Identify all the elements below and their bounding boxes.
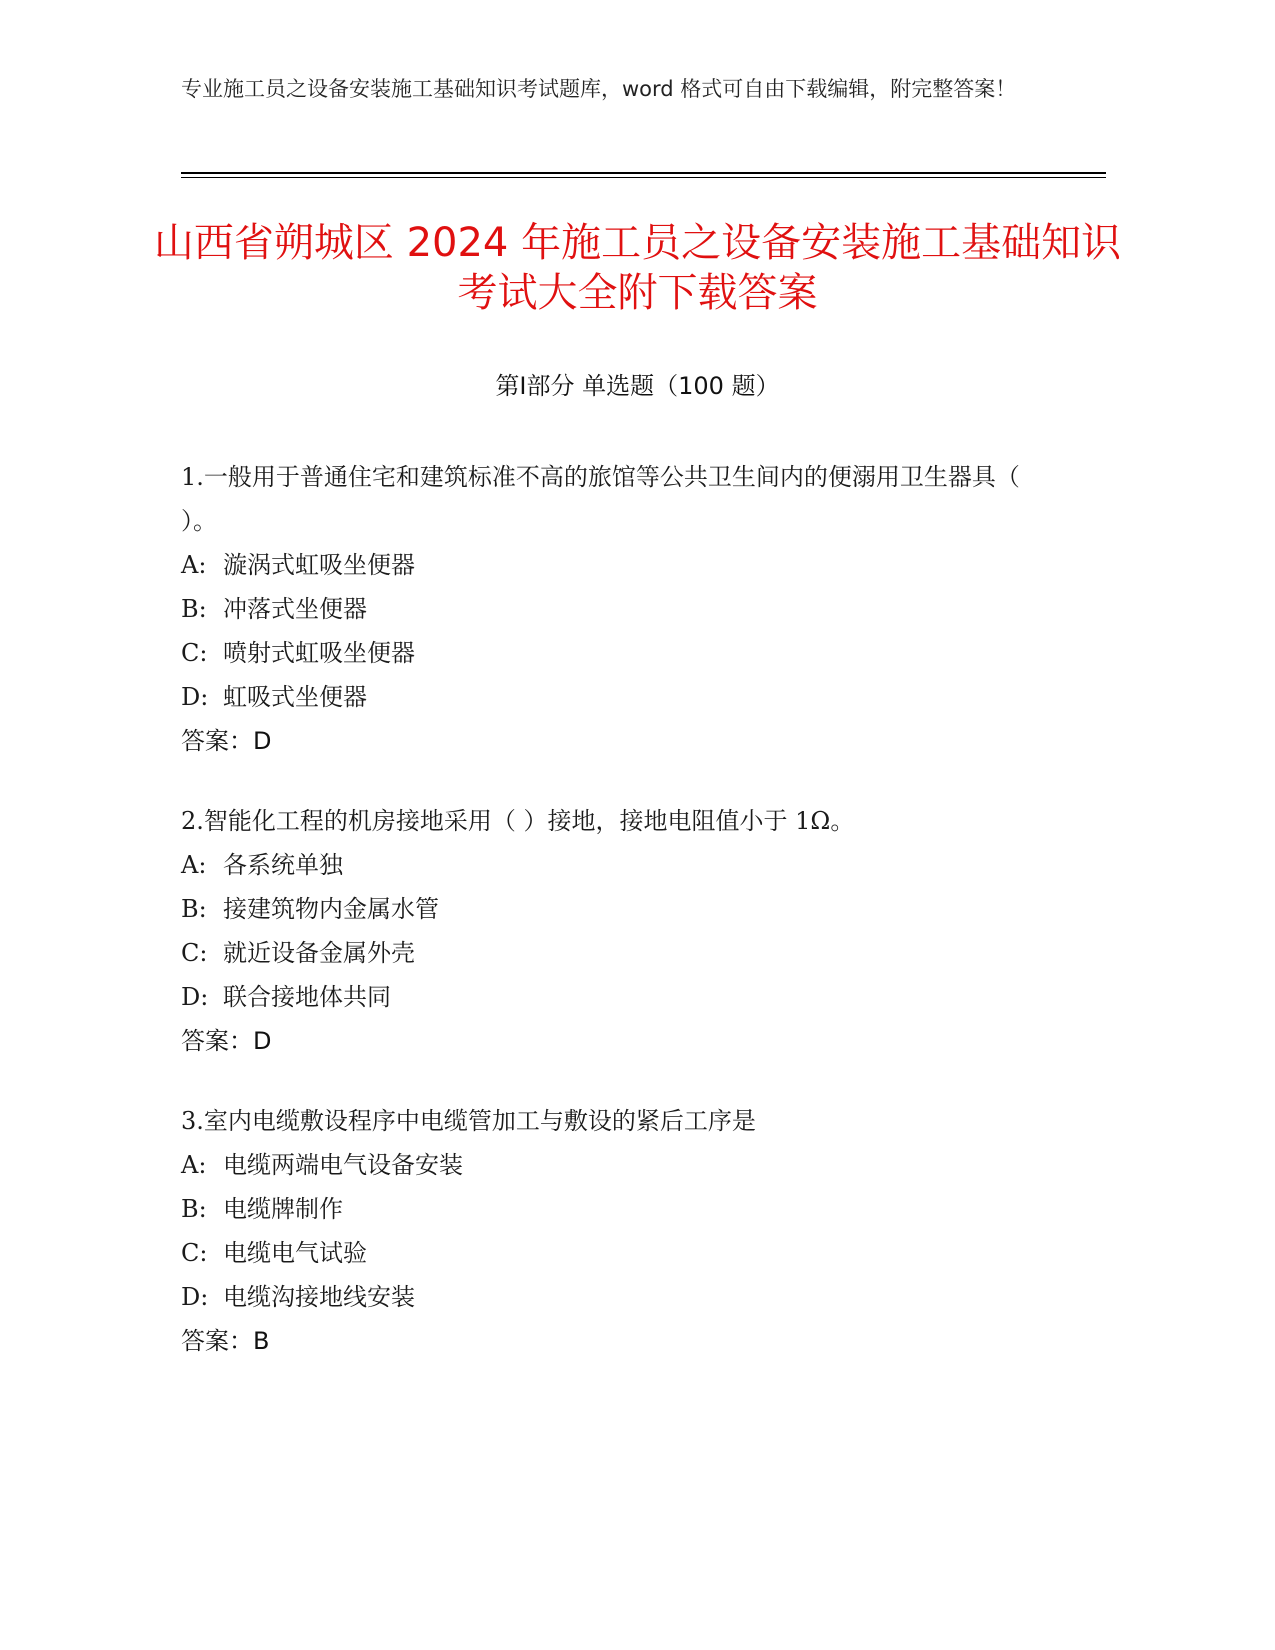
question-3 [181, 1099, 1061, 1363]
question-list [181, 455, 1061, 1399]
question-stem: 3.室内电缆敷设程序中电缆管加工与敷设的紧后工序是 [181, 1107, 756, 1135]
answer-line: 答案：B [181, 1327, 270, 1355]
answer-line: 答案：D [181, 1027, 272, 1055]
option-text: 电缆两端电气设备安装 [223, 1151, 463, 1179]
option-letter: D: [181, 1283, 209, 1311]
option-letter: A: [181, 1151, 207, 1179]
option-letter: D: [181, 983, 209, 1011]
option-letter: D: [181, 683, 209, 711]
option-letter: C: [181, 1239, 208, 1267]
option-text: 电缆牌制作 [223, 1195, 343, 1223]
option-text: 就近设备金属外壳 [223, 939, 415, 967]
option-c [181, 931, 1061, 975]
option-text: 各系统单独 [223, 851, 343, 879]
option-b [181, 1187, 1061, 1231]
document-title: 山西省朔城区 2024 年施工员之设备安装施工基础知识考试大全附下载答案 [153, 220, 1122, 316]
option-letter: A: [181, 851, 207, 879]
section-heading: 第Ⅰ部分 单选题（100 题） [495, 372, 780, 400]
option-text: 电缆电气试验 [223, 1239, 367, 1267]
option-text: 漩涡式虹吸坐便器 [223, 551, 415, 579]
question-stem: 2.智能化工程的机房接地采用（ ）接地，接地电阻值小于 1Ω。 [181, 807, 855, 835]
option-a [181, 543, 1061, 587]
option-a [181, 843, 1061, 887]
option-c [181, 631, 1061, 675]
option-d [181, 975, 1061, 1019]
option-text: 电缆沟接地线安装 [223, 1283, 415, 1311]
question-1 [181, 455, 1061, 763]
option-d [181, 675, 1061, 719]
option-letter: A: [181, 551, 207, 579]
option-letter: C: [181, 639, 208, 667]
option-b [181, 887, 1061, 931]
option-text: 接建筑物内金属水管 [223, 895, 439, 923]
option-text: 冲落式坐便器 [223, 595, 367, 623]
question-2 [181, 799, 1061, 1063]
answer-line: 答案：D [181, 727, 272, 755]
option-letter: B: [181, 595, 207, 623]
option-d [181, 1275, 1061, 1319]
option-letter: B: [181, 895, 207, 923]
option-b [181, 587, 1061, 631]
header-rule-thin [181, 177, 1106, 178]
header-note: 专业施工员之设备安装施工基础知识考试题库，word 格式可自由下载编辑，附完整答案！ [181, 77, 1017, 101]
option-a [181, 1143, 1061, 1187]
option-letter: C: [181, 939, 208, 967]
option-letter: B: [181, 1195, 207, 1223]
header-rule-thick [181, 172, 1106, 174]
question-stem: 1.一般用于普通住宅和建筑标准不高的旅馆等公共卫生间内的便溺用卫生器具（ ）。 [181, 463, 1020, 535]
option-text: 联合接地体共同 [223, 983, 391, 1011]
option-text: 喷射式虹吸坐便器 [223, 639, 415, 667]
option-text: 虹吸式坐便器 [223, 683, 367, 711]
option-c [181, 1231, 1061, 1275]
